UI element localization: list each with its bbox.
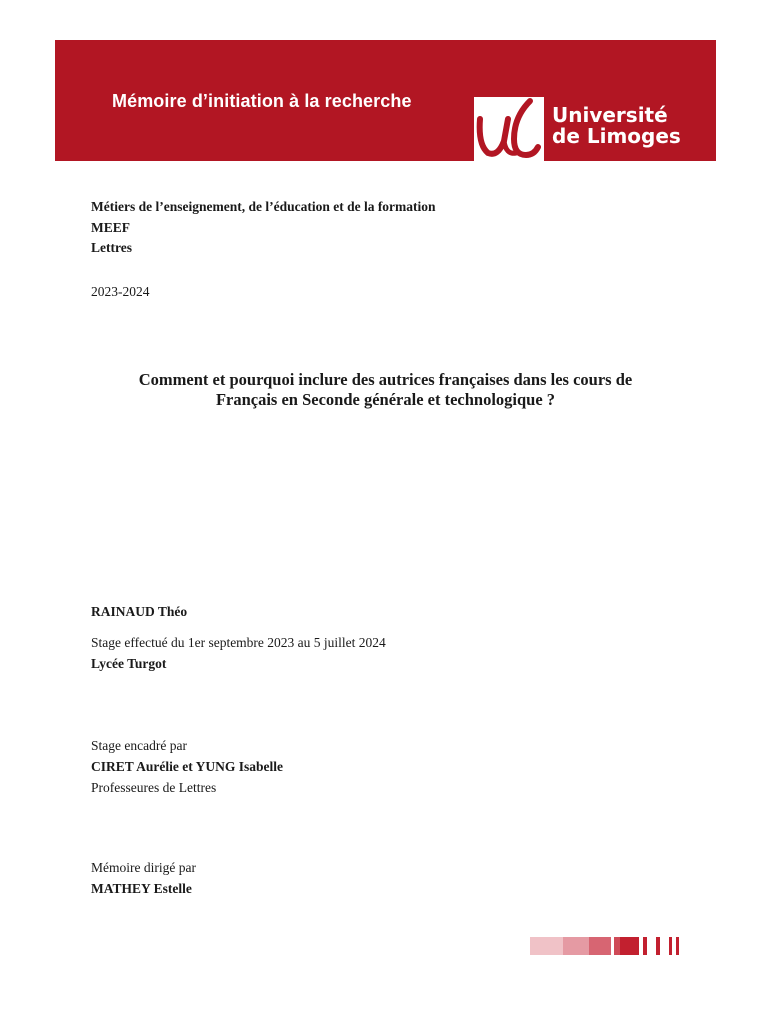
- program-info: [91, 197, 436, 259]
- decor-stripe: [530, 937, 563, 955]
- internship-block: [91, 632, 386, 674]
- direction-block: [91, 857, 196, 899]
- thesis-title-line1: Comment et pourquoi inclure des autrices françaises dans les cours de: [138, 370, 633, 389]
- ul-monogram-icon: [474, 97, 544, 161]
- academic-year: 2023-2024: [91, 284, 150, 299]
- program-name: Métiers de l’enseignement, de l’éducation et de la formation: [91, 199, 436, 214]
- decor-stripe: [643, 937, 647, 955]
- program-specialty: Lettres: [91, 240, 132, 255]
- header-banner: [55, 40, 716, 161]
- decor-stripe: [563, 937, 589, 955]
- decor-stripe: [656, 937, 660, 955]
- university-name: [552, 105, 681, 147]
- decor-stripe: [669, 937, 672, 955]
- ul-monogram-glyph: [474, 97, 544, 161]
- document-type-title: Mémoire d’initiation à la recherche: [112, 91, 412, 111]
- author-block: [91, 601, 187, 622]
- director-name: MATHEY Estelle: [91, 881, 192, 896]
- internship-dates: Stage effectué du 1er septembre 2023 au 5 juillet 2024: [91, 635, 386, 650]
- author-name: RAINAUD Théo: [91, 604, 188, 619]
- program-acronym: MEEF: [91, 219, 130, 235]
- supervisor-role: Professeures de Lettres: [91, 780, 217, 795]
- decor-stripe: [676, 937, 679, 955]
- internship-school: Lycée Turgot: [91, 656, 167, 671]
- supervisor-names: CIRET Aurélie et YUNG Isabelle: [91, 759, 283, 774]
- university-name-line1: Université: [552, 103, 668, 127]
- university-logo: [474, 97, 696, 161]
- decor-stripe: [620, 937, 639, 955]
- thesis-title: [55, 370, 716, 410]
- direction-label: Mémoire dirigé par: [91, 860, 196, 875]
- decorative-stripes: [530, 937, 680, 955]
- supervision-label: Stage encadré par: [91, 738, 187, 753]
- supervision-block: [91, 735, 283, 798]
- university-name-line2: de Limoges: [552, 124, 681, 148]
- decor-stripe: [589, 937, 611, 955]
- thesis-title-line2: Français en Seconde générale et technologique ?: [215, 390, 556, 409]
